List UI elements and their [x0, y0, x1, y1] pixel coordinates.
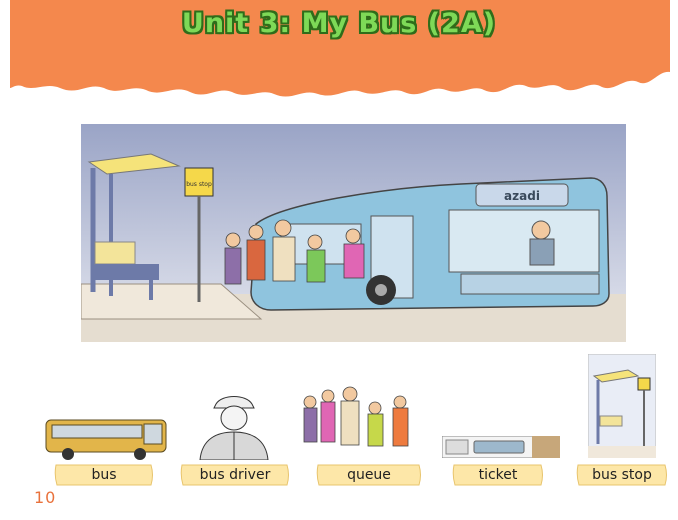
ticket-picture [442, 436, 560, 458]
vocab-label-text: queue [347, 467, 391, 483]
stop-sign-text: bus stop [186, 181, 212, 188]
vocab-label-ticket [450, 462, 546, 488]
vocab-label-queue [314, 462, 424, 488]
vocab-label-text: bus [91, 467, 117, 483]
page-title: Unit 3: My Bus (2A) [181, 8, 497, 39]
vocab-label-text: bus driver [199, 467, 271, 483]
queue-picture [300, 384, 424, 460]
vocab-label-text: ticket [478, 467, 518, 483]
vocab-label-bus-stop [574, 462, 670, 488]
bus-stop-picture [588, 354, 656, 458]
bus-picture [44, 414, 168, 462]
driver-picture [188, 394, 278, 460]
vocab-label-text: bus stop [592, 467, 652, 483]
bus-destination-sign: azadi [504, 189, 540, 203]
bus-stop-scene-illustration [81, 124, 626, 342]
vocab-label-bus-driver [178, 462, 292, 488]
vocab-label-bus [52, 462, 156, 488]
page-number: 10 [34, 488, 57, 507]
